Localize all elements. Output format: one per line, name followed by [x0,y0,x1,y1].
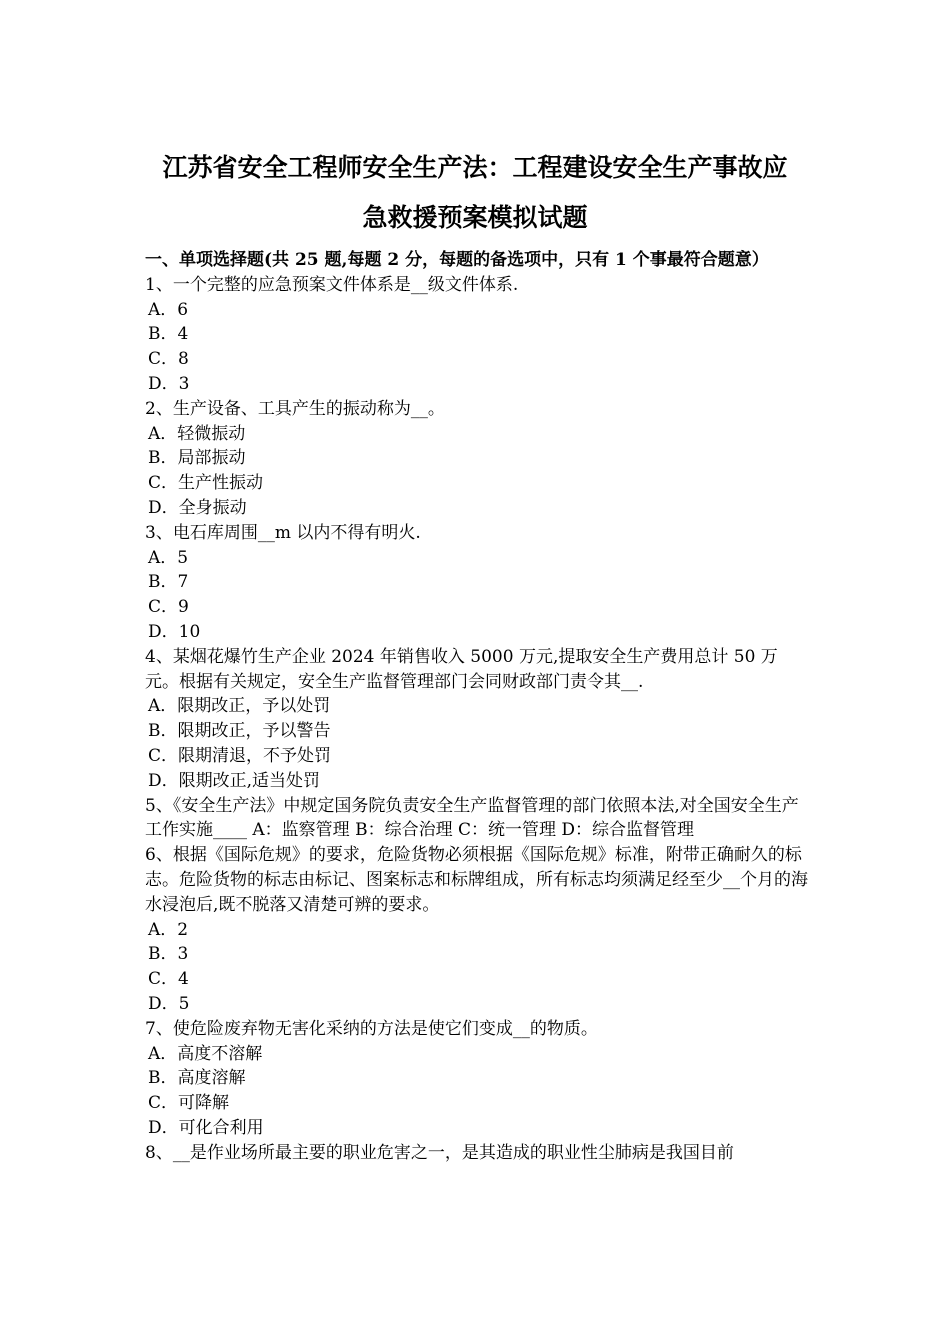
question-text: 5、《安全生产法》中规定国务院负责安全生产监督管理的部门依照本法,对全国安全生产工作实施____ A：监察管理 B：综合治理 C：统一管理 D：综合监督管理 [145,795,799,841]
question-list [145,273,810,1166]
answer-option: C．8 [148,349,189,370]
answer-option: B．4 [148,324,189,345]
answer-option: C．限期清退，不予处罚 [148,745,332,766]
answer-option: D．5 [148,993,190,1014]
question-block [145,397,810,521]
answer-option: A．2 [148,919,189,940]
answer-option: C．可降解 [148,1093,230,1114]
answer-option: B．局部振动 [148,448,246,469]
question-text: 6、根据《国际危规》的要求，危险货物必须根据《国际危规》标准，附带正确耐久的标志。危险货物的标志由标记、图案标志和标牌组成，所有标志均须满足经至少__个月的海水浸泡后,既不脱落又清楚可辨的要求。 [145,845,808,915]
question-text: 2、生产设备、工具产生的振动称为__。 [145,398,445,419]
answer-option: D．10 [148,621,201,642]
document-title-line-2: 急救援预案模拟试题 [362,203,588,232]
answer-option: C．9 [148,597,189,618]
question-block [145,843,810,1017]
answer-option: D．可化合利用 [148,1117,264,1138]
answer-options [145,546,810,645]
question-block [145,1141,810,1166]
question-text: 8、__是作业场所最主要的职业危害之一，是其造成的职业性尘肺病是我国目前 [145,1142,734,1163]
answer-option: A．高度不溶解 [148,1043,263,1064]
answer-options [145,422,810,521]
answer-option: B．高度溶解 [148,1068,246,1089]
answer-option: D．3 [148,373,190,394]
answer-option: A．5 [148,547,189,568]
answer-option: C．生产性振动 [148,473,264,494]
answer-option: C．4 [148,969,189,990]
section-heading: 一、单项选择题(共 25 题,每题 2 分，每题的备选项中，只有 1 个事最符合题意） [145,250,769,270]
question-text: 4、某烟花爆竹生产企业 2024 年销售收入 5000 万元,提取安全生产费用总计 50 万元。根据有关规定，安全生产监督管理部门会同财政部门责令其__. [145,646,778,692]
answer-options [145,918,810,1017]
question-block [145,273,810,397]
answer-option: D．全身振动 [148,497,247,518]
document-title-line-1: 江苏省安全工程师安全生产法：工程建设安全生产事故应 [162,153,788,182]
answer-option: A．6 [148,299,189,320]
answer-option: B．3 [148,944,189,965]
question-block [145,794,810,844]
answer-options [145,298,810,397]
question-block [145,521,810,645]
question-block [145,645,810,794]
answer-option: A．限期改正，予以处罚 [148,696,331,717]
document-body [145,248,810,1165]
question-text: 3、电石库周围__m 以内不得有明火. [145,522,421,543]
answer-options [145,694,810,793]
question-block [145,1017,810,1141]
question-text: 7、使危险废弃物无害化采纳的方法是使它们变成__的物质。 [145,1018,598,1039]
answer-option: D．限期改正,适当处罚 [148,770,321,791]
answer-option: A．轻微振动 [148,423,246,444]
answer-options [145,1042,810,1141]
question-text: 1、一个完整的应急预案文件体系是__级文件体系. [145,274,519,295]
answer-option: B．7 [148,572,189,593]
answer-option: B．限期改正，予以警告 [148,721,331,742]
